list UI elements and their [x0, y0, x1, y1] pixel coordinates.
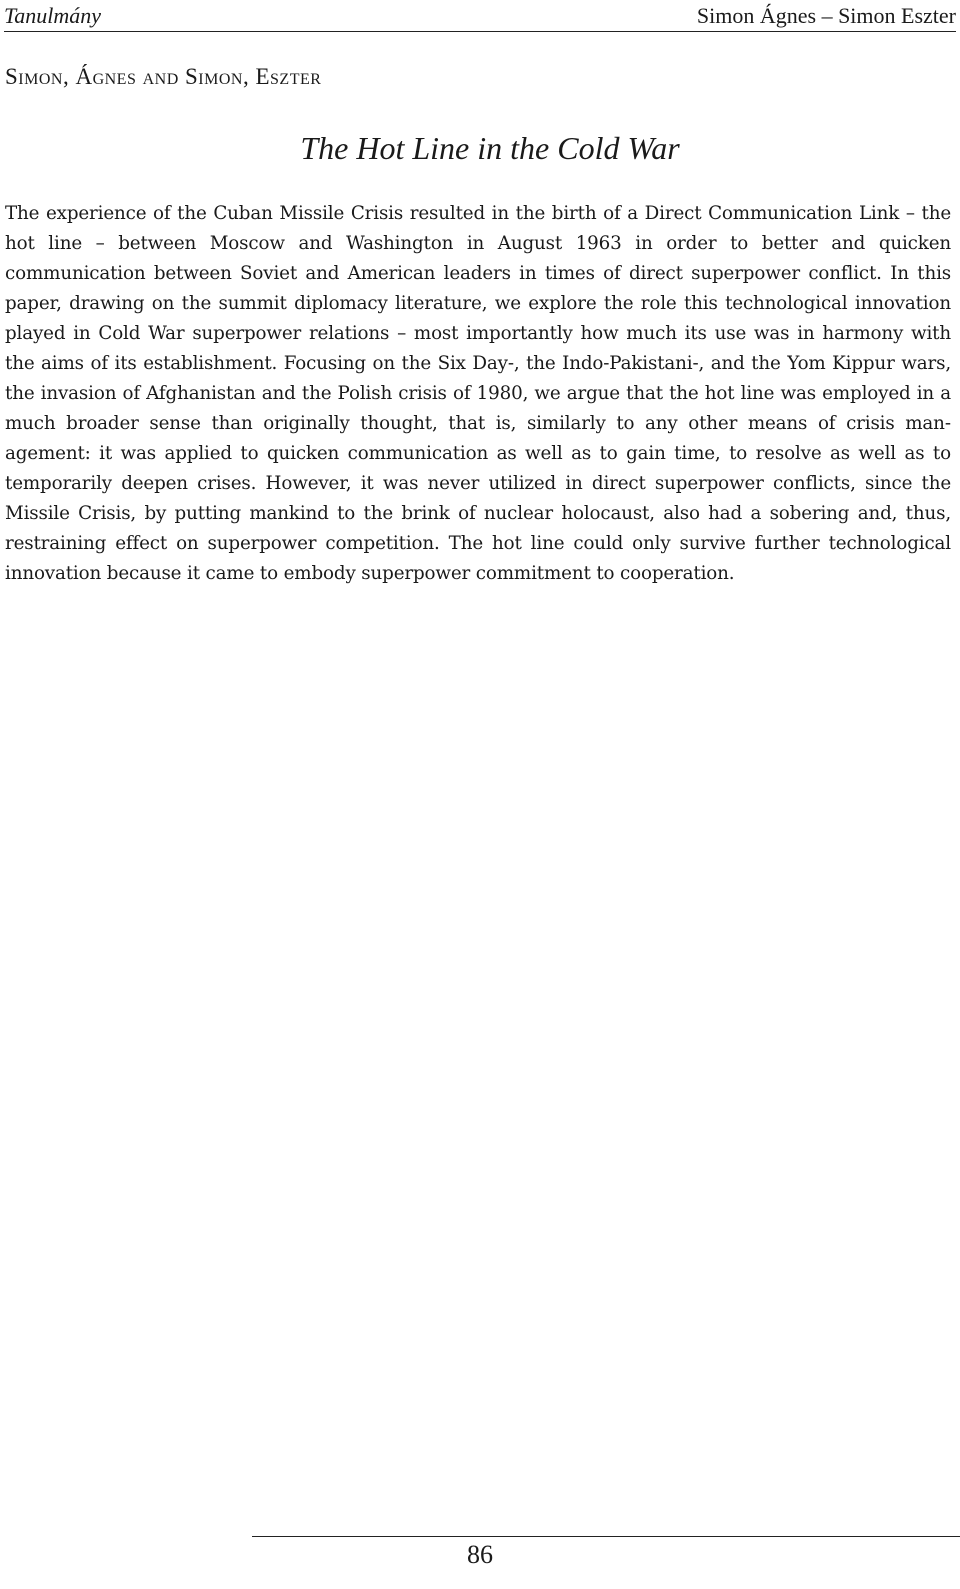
- page-number: 86: [467, 1540, 493, 1569]
- footer-rule: [252, 1536, 960, 1537]
- article-authors: Simon, Ágnes and Simon, Eszter: [5, 64, 322, 89]
- running-header: [4, 0, 956, 32]
- journal-section-label: Tanulmány: [4, 3, 101, 28]
- abstract-text: The experience of the Cuban Missile Crisis resulted in the birth of a Direct Communication Link – the hot line – between Moscow and Washington in August 1963 in order to better and quicken communication between Soviet and American leaders in times of direct superpower conflict. In this paper, drawing on the summit diplomacy literature, we explore the role this technological innovation played in Cold War superpower relations – most importantly how much its use was in harmony with the aims of its establishment. Focusing on the Six Day-, the Indo-Pakistani-, and the Yom Kippur wars, the invasion of Afghanistan and the Polish crisis of 1980, we argue that the hot line was employed in a much broader sense than originally thought, that is, similarly to any other means of crisis management: it was applied to quicken communication as well as to gain time, to resolve as well as to temporarily deepen crises. However, it was never utilized in direct superpower conflicts, since the Missile Crisis, by putting mankind to the brink of nuclear holocaust, also had a sobering and, thus, restraining effect on superpower competition. The hot line could only survive further technological innovation because it came to embody superpower commitment to cooperation.: [5, 203, 951, 584]
- header-authors: Simon Ágnes – Simon Eszter: [696, 3, 956, 28]
- article-title: The Hot Line in the Cold War: [300, 130, 680, 166]
